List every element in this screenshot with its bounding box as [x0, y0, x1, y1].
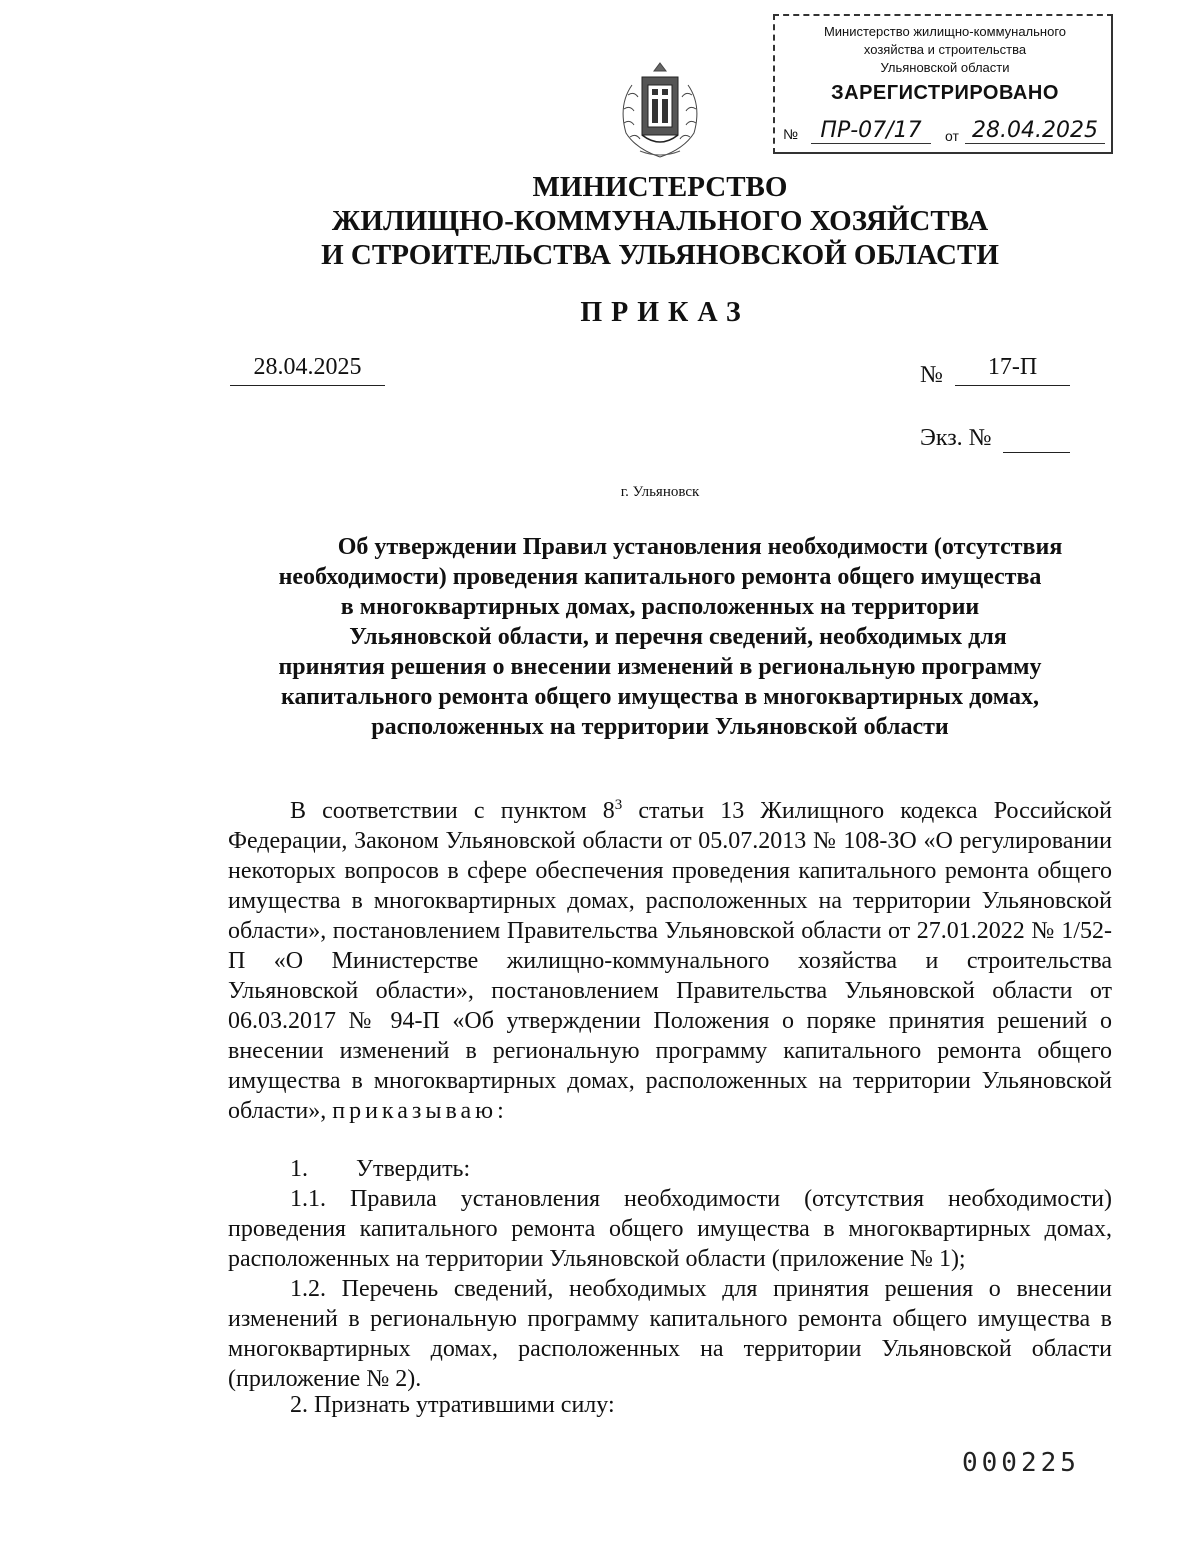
order-number-label: № — [920, 362, 943, 388]
ministry-heading-line-2: ЖИЛИЩНО-КОММУНАЛЬНОГО ХОЗЯЙСТВА — [331, 205, 989, 237]
subject-line-3: в многоквартирных домах, расположенных на территории — [340, 594, 980, 620]
item-1: 1. Утвердить: — [290, 1156, 471, 1182]
subject-line-2: необходимости) проведения капитального ремонта общего имущества — [278, 564, 1042, 590]
stamp-line-2: хозяйства и строительства — [863, 42, 1027, 57]
subject-line-7: расположенных на территории Ульяновской области — [371, 714, 949, 740]
ministry-heading-line-3: И СТРОИТЕЛЬСТВА УЛЬЯНОВСКОЙ ОБЛАСТИ — [321, 239, 999, 271]
page-serial-number: 000225 — [962, 1448, 1080, 1478]
subject-line-5: принятия решения о внесении изменений в региональную программу — [278, 654, 1042, 680]
copy-number-label: Экз. № — [920, 425, 992, 451]
stamp-number-value: ПР-07/17 — [811, 118, 931, 144]
subject-line-6: капитального ремонта общего имущества в многоквартирных домах, — [281, 684, 1039, 710]
stamp-registered: ЗАРЕГИСТРИРОВАНО — [831, 82, 1059, 104]
subject-line-1: Об утверждении Правил установления необходимости (отсутствия — [337, 534, 1063, 560]
order-date: 28.04.2025 — [230, 354, 385, 386]
order-word: приказываю: — [332, 1098, 508, 1124]
ministry-heading-line-1: МИНИСТЕРСТВО — [532, 171, 788, 203]
stamp-line-1: Министерство жилищно-коммунального — [823, 24, 1067, 39]
stamp-line-3: Ульяновской области — [880, 60, 1010, 75]
registration-stamp — [773, 14, 1113, 154]
document-type-title: ПРИКАЗ — [580, 297, 750, 328]
preamble-start: В соответствии с пунктом 8 — [290, 798, 615, 824]
preamble-superscript: 3 — [614, 797, 623, 813]
city: г. Ульяновск — [620, 484, 700, 500]
item-1-2: 1.2. Перечень сведений, необходимых для принятия решения о внесении изменений в региональную программу капитального ремонта общего имущества в многоквартирных домах, расположенных на территории Ульяновской области (приложение № 2). — [228, 1276, 1112, 1392]
preamble-text: статьи 13 Жилищного кодекса Российской Федерации, Законом Ульяновской области от 05.07.2013 № 108-ЗО «О регулировании некоторых вопросов в сфере обеспечения проведения капитального ремонта общего имущества в многоквартирных домах, расположенных на территории Ульяновской области», постановлением Правительства Ульяновской области от 27.01.2022 № 1/52-П «О Министерстве жилищно-коммунального хозяйства и строительства Ульяновской области», постановлением Правительства Ульяновской области от 06.03.2017 № 94-П «Об утверждении Положения о поряке принятия решений о внесении изменений в региональную программу капитального ремонта общего имущества в многоквартирных домах, расположенных на территории Ульяновской области», — [228, 798, 1112, 1124]
stamp-date-value: 28.04.2025 — [965, 118, 1105, 144]
stamp-number-label: № — [783, 126, 799, 142]
coat-of-arms-icon — [610, 55, 710, 165]
subject-line-4: Ульяновской области, и перечня сведений, необходимых для — [349, 624, 1007, 650]
copy-number-blank — [1003, 452, 1070, 453]
preamble-paragraph — [228, 796, 1112, 1126]
stamp-date-label: от — [945, 128, 959, 144]
item-1-1: 1.1. Правила установления необходимости (отсутствия необходимости) проведения капитального ремонта общего имущества в многоквартирных домах, расположенных на территории Ульяновской области (приложение № 1); — [228, 1186, 1112, 1272]
order-number: 17-П — [955, 354, 1070, 386]
item-2: 2. Признать утратившими силу: — [290, 1392, 615, 1418]
